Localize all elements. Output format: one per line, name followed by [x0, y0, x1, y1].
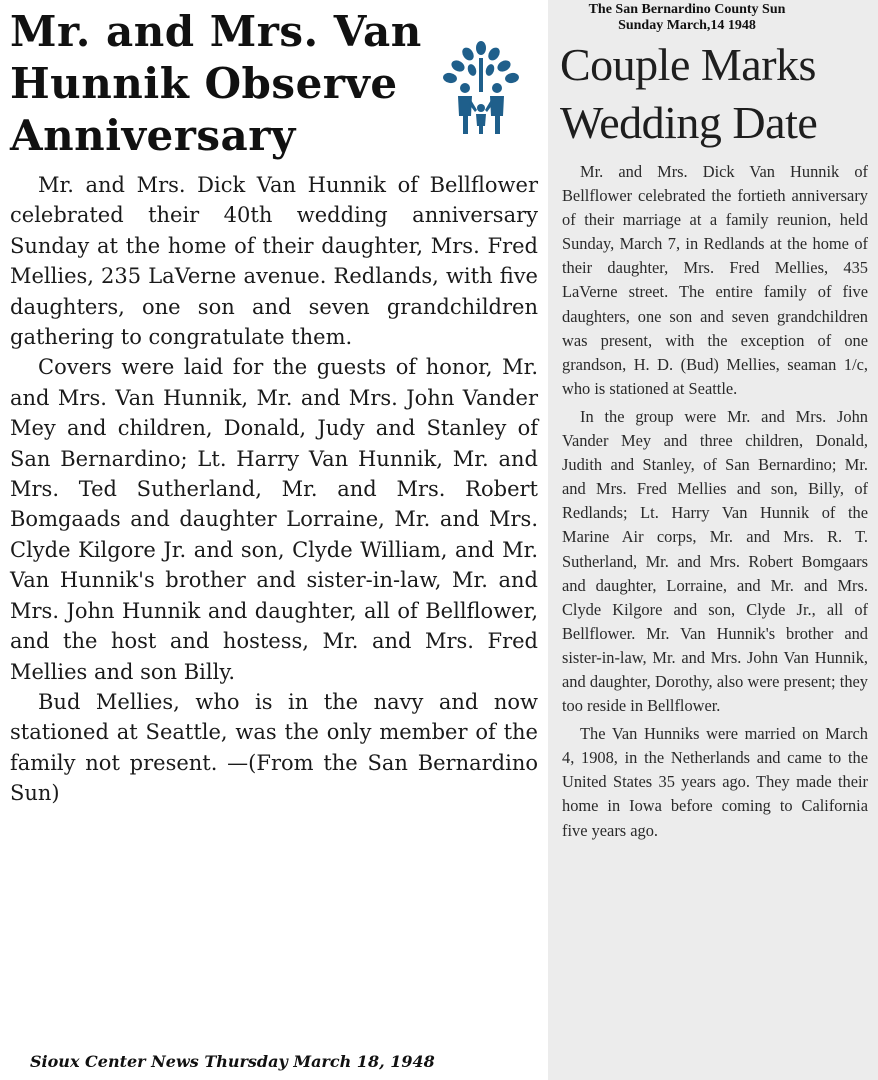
right-paragraph: The Van Hunniks were married on March 4, 1908, in the Netherlands and came to the United States 35 years ago. They made their home in Iowa before coming to California five years ago.: [562, 724, 868, 840]
masthead-date: Sunday March,14 1948: [618, 18, 756, 33]
right-paragraph: In the group were Mr. and Mrs. John Vander Mey and three children, Donald, Judith and Stanley, of San Bernardino; Mr. and Mrs. Fred Mellies and son, Billy, of Redlands; Lt. Harry Van Hunnik of the Marine Air corps, Mr. and Mrs. R. T. Sutherland, Mr. and Mrs. Robert Bomgaars and daughter, Lorraine, and Mr. and Mrs. Clyde Kilgore and son, Clyde Jr., all of Bellflower. Mr. Van Hunnik's brother and sister-in-law, Mr. and Mrs. John Van Hunnik, and daughter, Dorothy, also were present; they too reside in Bellflower.: [562, 406, 868, 716]
left-paragraph: Covers were laid for the guests of honor, Mr. and Mrs. Van Hunnik, Mr. and Mrs. John Vander Mey and children, Donald, Judy and Stanley of San Bernardino; Lt. Harry Van Hunnik, Mr. and Mrs. Ted Sutherland, Mr. and Mrs. Robert Bomgaads and daughter Lorraine, Mr. and Mrs. Clyde Kilgore Jr. and son, Clyde William, and Mr. Van Hunnik's brother and sister-in-law, Mr. and Mrs. John Hunnik and daughter, all of Bellflower, and the host and hostess, Mr. and Mrs. Fred Mellies and son Billy.: [10, 355, 538, 684]
right-article-body: [562, 160, 868, 847]
right-masthead: [548, 2, 868, 34]
left-paragraph: Bud Mellies, who is in the navy and now stationed at Seattle, was the only member of the family not present. —(From the San Bernardino Sun): [10, 689, 538, 806]
left-headline: Mr. and Mrs. Van Hunnik Observe Anniversary: [10, 7, 422, 160]
left-paragraph: Mr. and Mrs. Dick Van Hunnik of Bellflower celebrated their 40th wedding anniversary Sunday at the home of their daughter, Mrs. Fred Mellies, 235 LaVerne avenue. Redlands, with five daughters, one son and seven grandchildren gathering to congratulate them.: [10, 173, 538, 350]
right-paragraph: Mr. and Mrs. Dick Van Hunnik of Bellflower celebrated the fortieth anniversary of their marriage at a family reunion, held Sunday, March 7, in Redlands at the home of their daughter, Mrs. Fred Mellies, 435 LaVerne street. The entire family of five daughters, one son and seven grandchildren was present, with the exception of one grandson, H. D. (Bud) Mellies, seaman 1/c, who is stationed at Seattle.: [562, 162, 868, 398]
left-article-body: [10, 170, 538, 809]
left-source-caption: Sioux Center News Thursday March 18, 1948: [30, 1052, 435, 1071]
right-clipping: [548, 0, 878, 1080]
right-headline: Couple Marks Wedding Date: [560, 39, 818, 148]
family-tree-icon: [440, 40, 522, 138]
masthead-paper-name: The San Bernardino County Sun: [588, 2, 786, 17]
